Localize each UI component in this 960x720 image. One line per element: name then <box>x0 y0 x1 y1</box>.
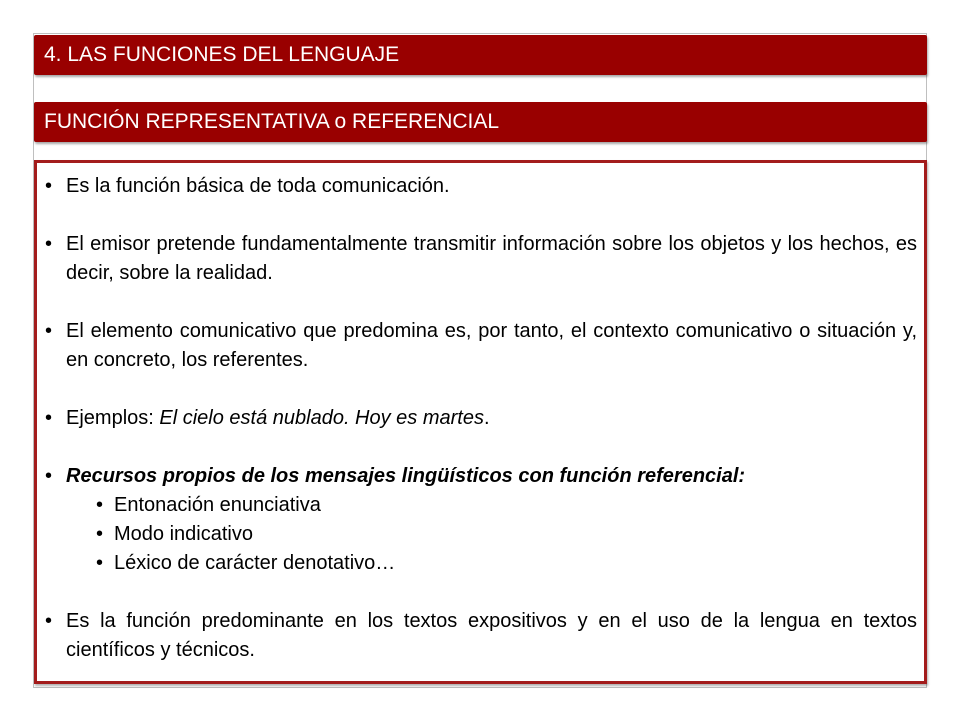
examples-end: . <box>483 407 490 429</box>
bullet-icon: • <box>45 175 53 197</box>
list-item <box>45 404 917 433</box>
slide-title: 4. LAS FUNCIONES DEL LENGUAJE <box>34 35 927 75</box>
sub-bullet-text: Léxico de carácter denotativo… <box>114 552 396 574</box>
bullet-text: El emisor pretende fundamentalmente transmitir información sobre los objetos y los hechos, es decir, sobre la realidad. <box>66 233 917 284</box>
bullet-icon: • <box>45 407 53 429</box>
section-subtitle: FUNCIÓN REPRESENTATIVA o REFERENCIAL <box>34 102 927 142</box>
sub-bullet-list <box>66 491 917 578</box>
sub-bullet-text: Modo indicativo <box>114 523 253 545</box>
sub-list-item <box>96 520 917 549</box>
bullet-list <box>45 172 917 694</box>
examples-label: Ejemplos: <box>66 407 160 429</box>
bullet-icon: • <box>45 610 53 632</box>
sub-list-item <box>96 549 917 578</box>
sub-bullet-text: Entonación enunciativa <box>114 494 321 516</box>
bullet-icon: • <box>96 523 104 545</box>
bullet-icon: • <box>45 320 53 342</box>
content-box <box>34 160 927 684</box>
list-item <box>45 462 917 578</box>
list-item <box>45 172 917 201</box>
bullet-icon: • <box>96 552 104 574</box>
bullet-text: El elemento comunicativo que predomina es, por tanto, el contexto comunicativo o situación y, en concreto, los referentes. <box>66 320 917 371</box>
bullet-icon: • <box>96 494 104 516</box>
list-item <box>45 607 917 665</box>
examples-text: El cielo está nublado. Hoy es martes <box>159 407 484 429</box>
bullet-icon: • <box>45 465 53 487</box>
bullet-text: Es la función básica de toda comunicación. <box>66 175 450 197</box>
bullet-text: Es la función predominante en los textos expositivos y en el uso de la lengua en textos científicos y técnicos. <box>66 610 917 661</box>
resources-heading: Recursos propios de los mensajes lingüísticos con función referencial: <box>66 465 746 487</box>
bullet-icon: • <box>45 233 53 255</box>
sub-list-item <box>96 491 917 520</box>
list-item <box>45 230 917 288</box>
list-item <box>45 317 917 375</box>
